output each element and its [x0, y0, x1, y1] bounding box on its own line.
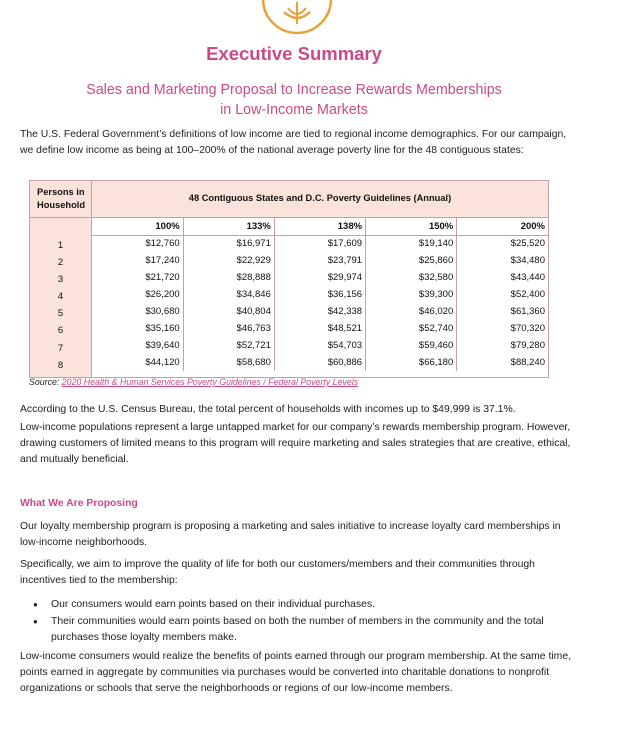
table-cell: $34,846: [183, 286, 274, 303]
page-title: Executive Summary: [206, 43, 382, 64]
persons-column: [30, 218, 92, 377]
table-cell: $16,971: [183, 235, 274, 252]
table-cell: $29,974: [274, 269, 365, 286]
table-cell: $43,440: [510, 272, 545, 283]
table-cell: $52,740: [366, 320, 457, 337]
table-cell: $30,680: [92, 303, 183, 320]
table-cell: $42,338: [274, 303, 365, 320]
table-cell: $61,360: [510, 306, 545, 317]
table-cell: $48,521: [274, 320, 365, 337]
table-cell: $34,480: [510, 255, 545, 266]
persons-cell: 1: [57, 240, 64, 251]
table-cell: $79,280: [510, 340, 545, 351]
column-header: 200%: [457, 218, 548, 235]
table-row: [92, 286, 548, 303]
table-cell: $36,156: [274, 286, 365, 303]
table-cell: $46,763: [183, 320, 274, 337]
table-cell: $35,160: [92, 320, 183, 337]
poverty-guidelines-table: [29, 180, 549, 378]
persons-cell: 2: [57, 257, 64, 269]
column-header: 100%: [92, 218, 183, 235]
table-cell: $39,300: [366, 286, 457, 303]
benefits-list: [33, 597, 563, 647]
table-row: [92, 337, 548, 354]
table-cell: $32,580: [366, 269, 457, 286]
table-source: [29, 377, 358, 387]
table-cell: $66,180: [366, 354, 457, 371]
values-grid: [92, 218, 548, 377]
table-row: [92, 252, 548, 269]
table-cell: $23,791: [274, 252, 365, 269]
table-cell: $88,240: [510, 357, 545, 368]
table-header: [30, 181, 548, 218]
table-cell: $54,703: [274, 337, 365, 354]
column-header-row: [92, 218, 548, 235]
persons-cell: 3: [57, 274, 64, 286]
table-cell: $28,888: [183, 269, 274, 286]
persons-cell: 4: [57, 291, 64, 303]
values-table: [92, 218, 548, 371]
table-row: [92, 320, 548, 337]
persons-cell: 8: [57, 359, 64, 371]
table-cell: $22,929: [183, 252, 274, 269]
list-item: ● Their communities would earn points based on both the number of members in the community and the total purchases those loyalty members make.: [33, 614, 563, 646]
subtitle-line-2: in Low-Income Markets: [220, 102, 368, 118]
aim-paragraph: Specifically, we aim to improve the quality of life for both our customers/members and their communities through incentives tied to the membership:: [20, 559, 535, 586]
logo-emblem: [260, 0, 334, 36]
table-cell: $52,721: [183, 337, 274, 354]
closing-paragraph: Low-income consumers would realize the benefits of points earned through our program membership. At the same time, points earned in aggregate by communities via purchases would be converted into charitable donations to nonprofit organizations or schools that serve the neighborhoods or regions of our low-income members.: [20, 651, 571, 694]
list-item: ● Our consumers would earn points based on their individual purchases.: [33, 597, 563, 613]
column-header: 150%: [366, 218, 457, 235]
table-body: [30, 218, 548, 377]
source-link[interactable]: 2020 Health & Human Services Poverty Guidelines / Federal Poverty Levels: [61, 377, 359, 387]
table-cell: $39,640: [92, 337, 183, 354]
table-cell: $60,886: [274, 354, 365, 371]
persons-cell: 6: [57, 325, 64, 337]
market-paragraph: Low-income populations represent a large untapped market for our company’s rewards membership program. However, drawing customers of limited means to this program will require marketing and sales strategies that are creative, ethical, and mutually beneficial.: [20, 422, 571, 465]
persons-cell: 5: [57, 308, 64, 320]
table-cell: $59,460: [366, 337, 457, 354]
table-row: [92, 235, 548, 252]
table-cell: $17,609: [274, 235, 365, 252]
census-paragraph: According to the U.S. Census Bureau, the total percent of households with incomes up to $49,999 is 37.1%.: [20, 404, 516, 415]
section-heading: What We Are Proposing: [20, 498, 138, 509]
table-cell: $25,520: [510, 238, 545, 250]
table-title: 48 Contiguous States and D.C. Poverty Guidelines (Annual): [188, 193, 452, 203]
source-label: Source:: [29, 377, 60, 387]
table-row: [92, 303, 548, 320]
column-header: 138%: [274, 218, 365, 235]
intro-paragraph: The U.S. Federal Government’s definitions of low income are tied to regional income demographics. For our campaign, we define low income as being at 100–200% of the national average poverty line for the 48 contiguous states:: [20, 129, 567, 156]
proposal-paragraph: Our loyalty membership program is proposing a marketing and sales initiative to increase loyalty card memberships in low-income neighborhoods.: [20, 521, 561, 548]
table-cell: $46,020: [366, 303, 457, 320]
table-row: [92, 354, 548, 371]
table-cell: $44,120: [92, 354, 183, 371]
persons-header: Persons in Household: [30, 181, 92, 218]
persons-cell: 7: [57, 342, 64, 354]
table-cell: $52,400: [510, 289, 545, 300]
subtitle-line-1: Sales and Marketing Proposal to Increase Rewards Memberships: [86, 82, 502, 98]
table-cell: $17,240: [92, 252, 183, 269]
table-cell: $12,760: [92, 235, 183, 252]
persons-spacer: [30, 218, 91, 237]
table-cell: $70,320: [510, 323, 545, 334]
table-cell: $25,860: [366, 252, 457, 269]
page-subtitle: [0, 80, 588, 120]
table-cell: $26,200: [92, 286, 183, 303]
table-cell: $19,140: [366, 235, 457, 252]
table-row: [92, 269, 548, 286]
table-cell: $40,804: [183, 303, 274, 320]
table-cell: $58,680: [183, 354, 274, 371]
column-header: 133%: [183, 218, 274, 235]
table-cell: $21,720: [92, 269, 183, 286]
